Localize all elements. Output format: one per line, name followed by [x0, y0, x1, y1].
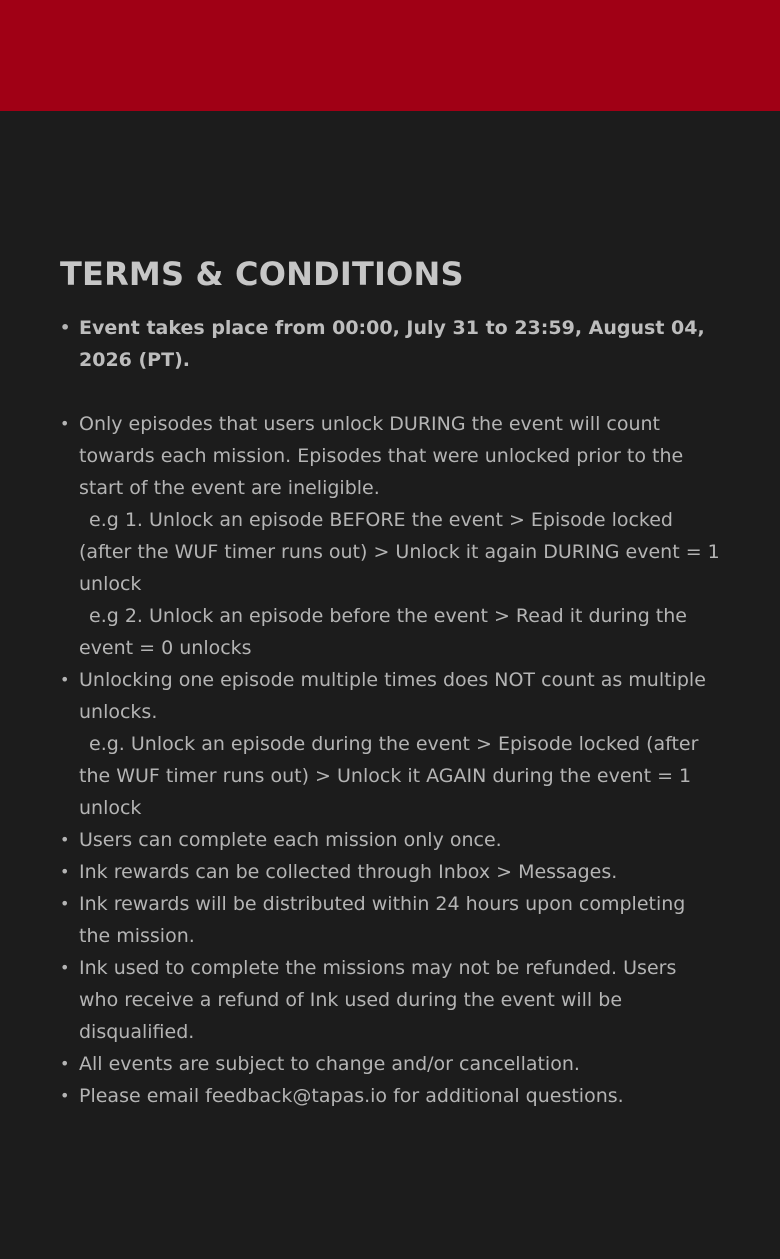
- terms-title: TERMS & CONDITIONS: [60, 255, 464, 293]
- terms-item-distribution: [60, 888, 720, 952]
- terms-item-collect-rewards: [60, 856, 720, 888]
- terms-section: [60, 252, 720, 1112]
- terms-item-multiple-unlocks: [60, 664, 720, 824]
- terms-item-text: Only episodes that users unlock DURING the event will count towards each mission. Episodes that were unlocked prior to the start of the event are ineligible.: [79, 413, 684, 499]
- terms-item-text: Ink used to complete the missions may not be refunded. Users who receive a refund of Ink used during the event will be disqualified.: [79, 957, 677, 1043]
- terms-item-text: Users can complete each mission only once.: [79, 829, 502, 851]
- terms-item-text: Ink rewards can be collected through Inbox > Messages.: [79, 861, 618, 883]
- terms-item-refund: [60, 952, 720, 1048]
- header-banner: [0, 0, 780, 111]
- terms-item-text: Unlocking one episode multiple times does NOT count as multiple unlocks.: [79, 669, 706, 723]
- terms-item-text: Event takes place from 00:00, July 31 to 23:59, August 04, 2026 (PT).: [79, 317, 705, 371]
- terms-item-eligible-unlocks: [60, 408, 720, 664]
- terms-item-subject-to-change: [60, 1048, 720, 1080]
- terms-item-text: Please email feedback@tapas.io for additional questions.: [79, 1085, 624, 1107]
- terms-item-text: All events are subject to change and/or cancellation.: [79, 1053, 580, 1075]
- terms-item-text: Ink rewards will be distributed within 24 hours upon completing the mission.: [79, 893, 686, 947]
- terms-item-example: e.g 2. Unlock an episode before the event > Read it during the event = 0 unlocks: [79, 605, 687, 659]
- terms-list: [60, 312, 720, 1112]
- terms-item-contact: [60, 1080, 720, 1112]
- terms-item-example: e.g 1. Unlock an episode BEFORE the event > Episode locked (after the WUF timer runs out) > Unlock it again DURING event = 1 unlock: [79, 509, 720, 595]
- terms-item-event-period: [60, 312, 720, 376]
- terms-item-example: e.g. Unlock an episode during the event > Episode locked (after the WUF timer runs out) > Unlock it AGAIN during the event = 1 unlock: [79, 733, 699, 819]
- terms-item-once-per-mission: [60, 824, 720, 856]
